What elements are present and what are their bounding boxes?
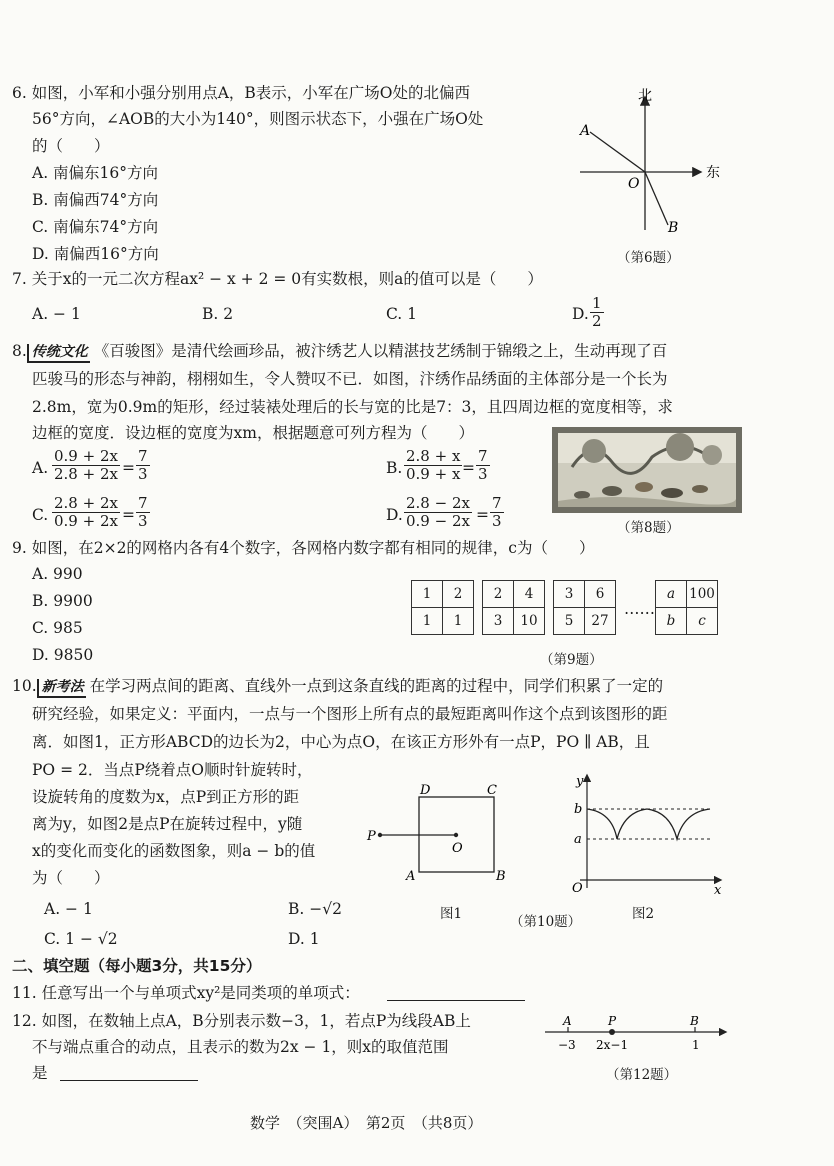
q8-line1: 8. 传统文化 《百骏图》是清代绘画珍品，被汴绣艺人以精湛技艺绣制于锦缎之上，生动再现了百	[12, 342, 667, 363]
q6-option-a: A. 南偏东16°方向	[32, 164, 159, 182]
q10-figure-2-caption: 图2	[632, 906, 655, 922]
q8-option-a-fraction: $\frac{0.9 + 2x}{2.8 + 2x}$	[54, 447, 118, 483]
q8-option-a-label: A.	[32, 459, 49, 477]
page-footer: 数学 （突围A） 第2页 （共8页）	[250, 1114, 483, 1132]
svg-text:O: O	[572, 881, 583, 895]
q10-option-c: C. 1 − √2	[44, 930, 118, 948]
q9-grid-1	[411, 580, 474, 635]
q8-line2: 匹骏马的形态与神韵，栩栩如生，令人赞叹不已．如图，汴绣作品绣面的主体部分是一个长为	[32, 370, 668, 388]
q6-option-c: C. 南偏东74°方向	[32, 218, 159, 236]
grid-cell: 2	[443, 581, 474, 608]
grid-cell: 10	[514, 608, 545, 635]
q10-option-b: B. −√2	[288, 900, 342, 918]
grid-cell: 6	[585, 581, 616, 608]
q8-option-d-fraction: $\frac{2.8 - 2x}{0.9 - 2x}$	[406, 494, 470, 530]
q10-line4: PO = 2．当点P绕着点O顺时针旋转时，	[32, 761, 313, 779]
svg-text:B: B	[690, 1014, 699, 1028]
point-o	[454, 833, 458, 837]
q9-option-d: D. 9850	[32, 646, 94, 664]
q9-caption: （第9题）	[540, 652, 603, 668]
q10-figure-1-caption: 图1	[440, 906, 463, 922]
svg-text:A: A	[563, 1014, 572, 1028]
svg-text:B: B	[496, 869, 506, 884]
point-b-label: B	[668, 220, 679, 236]
q9-grid-3	[553, 580, 616, 635]
q12-line2: 不与端点重合的动点，且表示的数为2x − 1，则x的取值范围	[32, 1038, 449, 1056]
q12-line1: 12. 如图，在数轴上点A，B分别表示数−3，1，若点P为线段AB上	[12, 1012, 471, 1030]
q9-grid-2	[482, 580, 545, 635]
q8-option-d-eq: =	[476, 506, 489, 524]
q8-tag: 传统文化	[27, 344, 90, 363]
q10-line7: x的变化而变化的函数图象，则a − b的值	[32, 842, 316, 860]
q7-option-d-fraction: $\frac{1}{2}$	[592, 294, 602, 330]
q12-answer-blank[interactable]	[60, 1064, 198, 1081]
q8-option-a-eq: =	[122, 459, 135, 477]
q7-stem: 7. 关于x的一元二次方程ax² − x + 2 = 0有实数根，则a的值可以是（ ）	[12, 270, 543, 288]
q8-option-a-rhs: $\frac{7}{3}$	[138, 447, 148, 483]
grid-cell: a	[656, 581, 687, 608]
q10-line2: 研究经验，如果定义：平面内，一点与一个图形上所有点的最短距离叫作这个点到该图形的距	[32, 705, 668, 723]
svg-text:y: y	[576, 774, 584, 789]
grid-cell: 1	[412, 581, 443, 608]
q6-line1: 6. 如图，小军和小强分别用点A，B表示，小军在广场O处的北偏西	[12, 84, 471, 102]
q8-caption: （第8题）	[617, 520, 680, 536]
q10-figure-2	[562, 770, 732, 895]
q10-line8: 为（ ）	[32, 869, 110, 887]
q9-option-c: C. 985	[32, 619, 83, 637]
point-a-label: A	[580, 123, 591, 139]
svg-text:−3: −3	[558, 1038, 576, 1052]
svg-text:D: D	[420, 783, 431, 798]
point-o-label: O	[628, 176, 640, 192]
q10-figure-1	[362, 780, 522, 890]
q12-line3: 是	[32, 1064, 48, 1082]
q12-caption: （第12题）	[606, 1067, 678, 1083]
q12-number-line-figure	[540, 1012, 730, 1062]
q8-option-b-label: B.	[386, 459, 403, 477]
q8-option-c-eq: =	[122, 506, 135, 524]
q9-option-a: A. 990	[32, 565, 83, 583]
q6-option-b: B. 南偏西74°方向	[32, 191, 159, 209]
q10-option-d: D. 1	[288, 930, 320, 948]
grid-cell: 100	[687, 581, 718, 608]
q8-option-b-rhs: $\frac{7}{3}$	[478, 447, 488, 483]
q10-tag: 新考法	[37, 679, 86, 698]
grid-cell: 4	[514, 581, 545, 608]
svg-text:x: x	[714, 883, 722, 895]
q9-ellipsis: ……	[624, 600, 655, 618]
q9-stem: 9. 如图，在2×2的网格内各有4个数字，各网格内数字都有相同的规律，c为（ ）	[12, 539, 595, 557]
q8-option-c-fraction: $\frac{2.8 + 2x}{0.9 + 2x}$	[54, 494, 118, 530]
grid-cell: 1	[443, 608, 474, 635]
q8-line3: 2.8m，宽为0.9m的矩形，经过装裱处理后的长与宽的比是7：3，且四周边框的宽度相等，求	[32, 398, 673, 416]
ray-ob	[645, 172, 668, 225]
q9-option-b: B. 9900	[32, 592, 93, 610]
q9-grid-4	[655, 580, 718, 635]
grid-cell: 1	[412, 608, 443, 635]
grid-cell: 3	[554, 581, 585, 608]
q8-line4: 边框的宽度．设边框的宽度为xm，根据题意可列方程为（ ）	[32, 424, 474, 442]
grid-cell: b	[656, 608, 687, 635]
q10-line3: 离．如图1，正方形ABCD的边长为2，中心为点O，在该正方形外有一点P，PO ∥ AB，且	[32, 733, 650, 751]
q11-answer-blank[interactable]	[387, 984, 525, 1001]
svg-text:a: a	[574, 832, 582, 847]
distance-curve	[587, 809, 710, 839]
q10-line1: 10. 新考法 在学习两点间的距离、直线外一点到这条直线的距离的过程中，同学们积累了一定的	[12, 677, 663, 698]
grid-cell: 27	[585, 608, 616, 635]
q10-caption: （第10题）	[510, 914, 582, 930]
svg-text:b: b	[574, 802, 583, 817]
q6-line3: 的（ ）	[32, 137, 110, 155]
grid-cell: 5	[554, 608, 585, 635]
section-2-heading: 二、填空题（每小题3分，共15分）	[12, 957, 262, 975]
q8-option-d-label: D.	[386, 506, 403, 524]
svg-text:C: C	[487, 783, 497, 798]
ray-oa	[590, 132, 645, 172]
q11-stem: 11. 任意写出一个与单项式xy²是同类项的单项式：	[12, 984, 360, 1002]
grid-cell: c	[687, 608, 718, 635]
svg-text:O: O	[452, 841, 463, 856]
q6-caption: （第6题）	[617, 250, 680, 266]
grid-cell: 2	[483, 581, 514, 608]
point-p-dot	[609, 1029, 615, 1035]
q8-option-b-eq: =	[462, 459, 475, 477]
svg-text:2x−1: 2x−1	[596, 1038, 629, 1052]
q8-option-b-fraction: $\frac{2.8 + x}{0.9 + x}$	[406, 447, 461, 483]
q6-compass-figure	[560, 80, 740, 240]
q6-option-d: D. 南偏西16°方向	[32, 245, 159, 263]
q7-option-b: B. 2	[202, 305, 234, 323]
q10-line5: 设旋转角的度数为x，点P到正方形的距	[32, 788, 300, 806]
east-label: 东	[706, 165, 720, 181]
q8-option-c-rhs: $\frac{7}{3}$	[138, 494, 148, 530]
svg-text:A: A	[406, 869, 416, 884]
point-p	[378, 833, 382, 837]
grid-cell: 3	[483, 608, 514, 635]
q7-option-d: D.	[572, 305, 589, 323]
svg-text:P: P	[367, 829, 376, 844]
q8-option-d-rhs: $\frac{7}{3}$	[492, 494, 502, 530]
q7-option-a: A. − 1	[32, 305, 81, 323]
q7-option-c: C. 1	[386, 305, 418, 323]
q8-option-c-label: C.	[32, 506, 49, 524]
q6-line2: 56°方向，∠AOB的大小为140°，则图示状态下，小强在广场O处	[32, 110, 484, 128]
hundred-horses-embroidery-image	[552, 427, 742, 513]
svg-text:P: P	[608, 1014, 617, 1028]
svg-text:1: 1	[692, 1038, 700, 1052]
q10-line6: 离为y，如图2是点P在旋转过程中，y随	[32, 815, 303, 833]
q10-option-a: A. − 1	[44, 900, 93, 918]
north-label: 北	[638, 88, 652, 104]
